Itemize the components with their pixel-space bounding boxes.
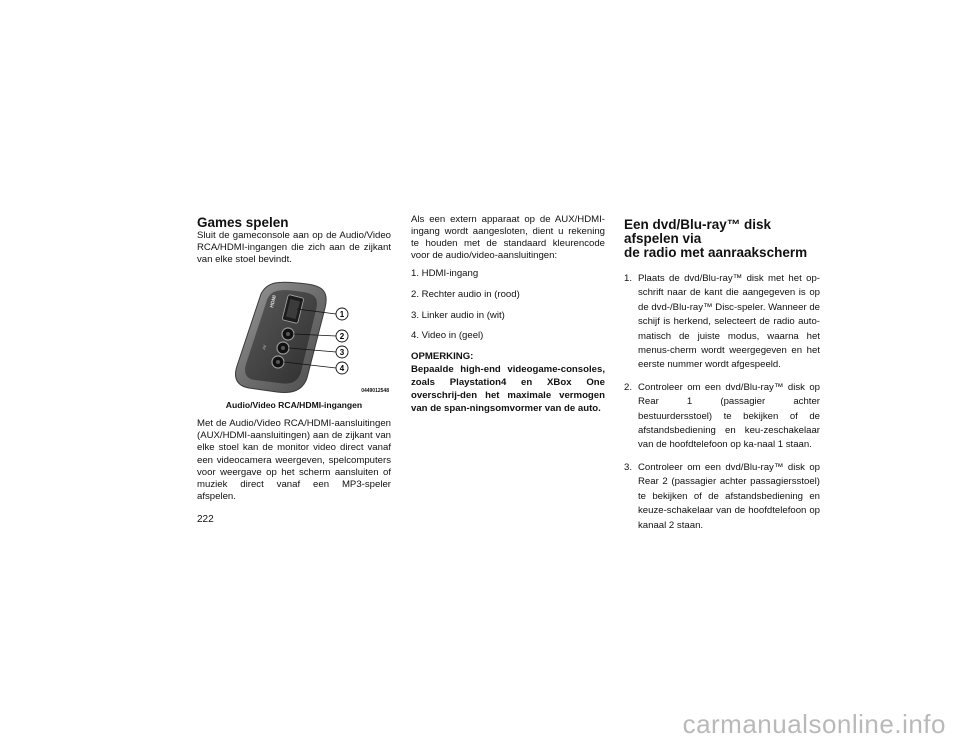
list-item: 1. HDMI-ingang (411, 268, 479, 280)
callout-3 (336, 346, 348, 358)
figure-caption: Audio/Video RCA/HDMI-ingangen (225, 400, 363, 411)
note-text: Bepaalde high-end videogame-consoles, zoals Playstation4 en XBox One overschrij-den het maximale vermogen van de span-ningsomvormer van de auto. (411, 363, 605, 415)
svg-text:1: 1 (339, 310, 345, 320)
svg-text:3: 3 (339, 348, 345, 358)
hdmi-port-label: HDMI (269, 294, 279, 309)
list-item: 4. Video in (geel) (411, 330, 484, 342)
column-dvd (624, 216, 820, 541)
watermark: carmanualsonline.info (682, 709, 946, 739)
step-number: 2. (624, 381, 633, 393)
games-body: Met de Audio/Video RCA/HDMI-aansluitingen (AUX/HDMI-aansluitingen) aan de zijkant van elke stoel kan de monitor video direct vanaf een videocamera weergeven, spelcomputers voor weergave op het scherm aansluiten of muziek direct vanaf een MP3-speler afspelen. (197, 418, 391, 502)
games-intro: Sluit de gameconsole aan op de Audio/Video RCA/HDMI-ingangen die zich aan de zijkant van elke stoel bevindt. (197, 230, 391, 266)
step-text: Controleer om een dvd/Blu-ray™ disk op Rear 2 (passagier achter passagiersstoel) te bekijken of de afstandsbediening en keuze-schakelaar van de hoofdtelefoon op kanaal 2 staan. (638, 461, 820, 531)
heading-line-2: de radio met aanraakscherm (624, 245, 808, 260)
svg-text:AV: AV (261, 344, 268, 351)
av-panel-illustration (197, 278, 391, 398)
step-text: Controleer om een dvd/Blu-ray™ disk op Rear 1 (passagier achter bestuurdersstoel) te bekijken of de afstandsbediening en keu-zeschakelaar van de hoofdtelefoon op ka-naal 1 staan. (638, 381, 820, 451)
callout-2 (336, 330, 348, 342)
color-code-intro: Als een extern apparaat op de AUX/HDMI-ingang wordt aangesloten, dient u rekening te houden met de standaard kleurencode voor de audio/video-aansluitingen: (411, 214, 605, 262)
svg-text:2: 2 (339, 332, 345, 342)
list-item: 3. Linker audio in (wit) (411, 309, 505, 321)
page-number: 222 (197, 514, 214, 525)
list-item: 2. Rechter audio in (rood) (411, 288, 520, 300)
step-number: 3. (624, 461, 633, 473)
step-item (624, 381, 820, 453)
svg-text:4: 4 (339, 364, 345, 374)
step-item (624, 272, 820, 373)
section-heading-games: Games spelen (197, 215, 289, 230)
column-games (197, 216, 391, 503)
heading-line-1: Een dvd/Blu-ray™ disk afspelen via (624, 217, 772, 246)
figure-code: 0449012548 (361, 388, 389, 395)
step-number: 1. (624, 273, 633, 284)
callout-4 (336, 362, 348, 374)
note-label: OPMERKING: (411, 350, 474, 362)
section-heading-dvd (624, 218, 820, 260)
step-text: Plaats de dvd/Blu-ray™ disk met het op-schrift naar de kant die aangegeven is op de dvd-/Blu-ray™ Disc-speler. Wanneer de schijf is herkend, selecteert de radio auto-matisch de juiste modus, waarna het menus-cherm wordt weergegeven en het eerste nummer wordt afgespeeld. (638, 273, 820, 371)
dvd-steps (624, 272, 820, 533)
av-inputs-figure (197, 278, 391, 398)
column-color-code (411, 214, 605, 416)
callout-1 (336, 308, 348, 320)
connector-list (411, 268, 605, 342)
step-item (624, 461, 820, 533)
